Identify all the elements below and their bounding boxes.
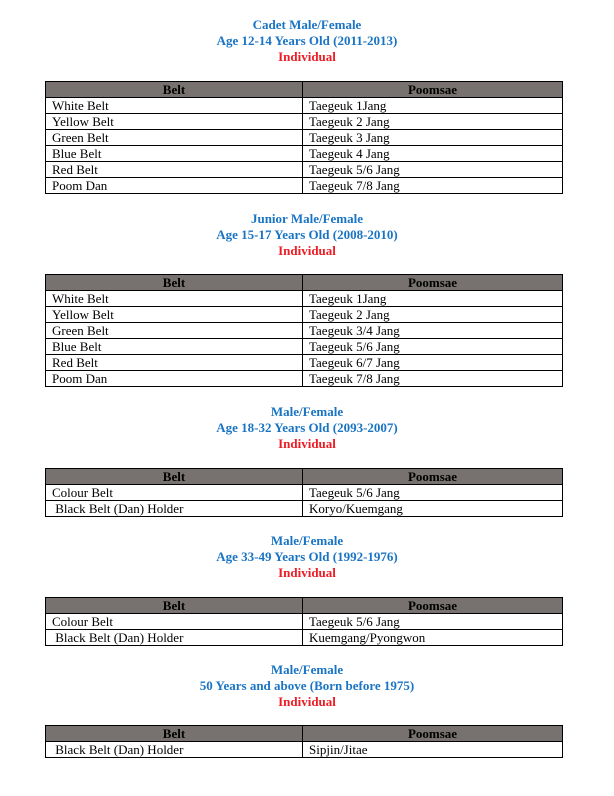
poomsae-cell: Taegeuk 2 Jang <box>303 307 563 323</box>
section-age: 50 Years and above (Born before 1975) <box>199 678 415 693</box>
section-age-18-32 <box>0 404 614 452</box>
table-row <box>46 614 563 630</box>
section-junior <box>0 211 614 259</box>
poomsae-cell: Taegeuk 5/6 Jang <box>303 614 563 630</box>
belt-cell: Poom Dan <box>46 178 303 194</box>
table-row <box>46 501 563 517</box>
poomsae-cell: Taegeuk 3 Jang <box>303 130 563 146</box>
poomsae-cell: Taegeuk 3/4 Jang <box>303 323 563 339</box>
section-title: Male/Female <box>270 404 344 419</box>
table-row <box>46 114 563 130</box>
table-header-row <box>46 469 563 485</box>
table-row <box>46 291 563 307</box>
column-header-belt: Belt <box>46 726 303 742</box>
column-header-belt: Belt <box>46 82 303 98</box>
belt-cell: Colour Belt <box>46 485 303 501</box>
section-heading <box>0 533 614 581</box>
table-row <box>46 323 563 339</box>
section-title: Cadet Male/Female <box>252 17 362 32</box>
section-age-50-plus <box>0 662 614 710</box>
section-cadet <box>0 17 614 65</box>
belt-cell: White Belt <box>46 291 303 307</box>
poomsae-cell: Taegeuk 7/8 Jang <box>303 371 563 387</box>
poomsae-cell: Taegeuk 5/6 Jang <box>303 485 563 501</box>
poomsae-cell: Taegeuk 5/6 Jang <box>303 339 563 355</box>
belt-cell: Yellow Belt <box>46 307 303 323</box>
table-row <box>46 485 563 501</box>
table-row <box>46 146 563 162</box>
table-row <box>46 162 563 178</box>
column-header-belt: Belt <box>46 598 303 614</box>
table-row <box>46 371 563 387</box>
poomsae-cell: Taegeuk 2 Jang <box>303 114 563 130</box>
belt-cell: Green Belt <box>46 130 303 146</box>
table-header-row <box>46 275 563 291</box>
poomsae-cell: Taegeuk 6/7 Jang <box>303 355 563 371</box>
section-heading <box>0 404 614 452</box>
belt-cell: Blue Belt <box>46 146 303 162</box>
poomsae-cell: Taegeuk 4 Jang <box>303 146 563 162</box>
column-header-belt: Belt <box>46 469 303 485</box>
table-row <box>46 742 563 758</box>
column-header-poomsae: Poomsae <box>303 82 563 98</box>
section-title: Male/Female <box>270 662 344 677</box>
poomsae-cell: Sipjin/Jitae <box>303 742 563 758</box>
belt-cell: Poom Dan <box>46 371 303 387</box>
section-age: Age 33-49 Years Old (1992-1976) <box>216 549 398 564</box>
belt-cell: Red Belt <box>46 162 303 178</box>
section-age-33-49 <box>0 533 614 581</box>
belt-cell: White Belt <box>46 98 303 114</box>
column-header-belt: Belt <box>46 275 303 291</box>
section-category: Individual <box>278 243 336 258</box>
section-heading <box>0 662 614 710</box>
table-row <box>46 178 563 194</box>
table-row <box>46 307 563 323</box>
belt-cell: Red Belt <box>46 355 303 371</box>
section-age: Age 18-32 Years Old (2093-2007) <box>216 420 398 435</box>
poomsae-cell: Kuemgang/Pyongwon <box>303 630 563 646</box>
table-row <box>46 98 563 114</box>
section-category: Individual <box>278 565 336 580</box>
column-header-poomsae: Poomsae <box>303 598 563 614</box>
column-header-poomsae: Poomsae <box>303 469 563 485</box>
table-header-row <box>46 598 563 614</box>
poomsae-cell: Taegeuk 1Jang <box>303 98 563 114</box>
column-header-poomsae: Poomsae <box>303 275 563 291</box>
belt-cell: Green Belt <box>46 323 303 339</box>
section-category: Individual <box>278 436 336 451</box>
poomsae-cell: Taegeuk 1Jang <box>303 291 563 307</box>
section-heading <box>0 17 614 65</box>
section-age: Age 12-14 Years Old (2011-2013) <box>216 33 398 48</box>
poomsae-table-cadet <box>45 81 563 194</box>
poomsae-cell: Taegeuk 7/8 Jang <box>303 178 563 194</box>
section-category: Individual <box>278 694 336 709</box>
poomsae-cell: Koryo/Kuemgang <box>303 501 563 517</box>
section-title: Male/Female <box>270 533 344 548</box>
belt-cell: Black Belt (Dan) Holder <box>46 742 303 758</box>
column-header-poomsae: Poomsae <box>303 726 563 742</box>
poomsae-table-age-33-49 <box>45 597 563 646</box>
table-row <box>46 339 563 355</box>
belt-cell: Black Belt (Dan) Holder <box>46 501 303 517</box>
section-title: Junior Male/Female <box>250 211 364 226</box>
table-row <box>46 355 563 371</box>
poomsae-table-junior <box>45 274 563 387</box>
section-heading <box>0 211 614 259</box>
section-category: Individual <box>278 49 336 64</box>
table-header-row <box>46 82 563 98</box>
belt-cell: Yellow Belt <box>46 114 303 130</box>
poomsae-table-age-50-plus <box>45 725 563 758</box>
belt-cell: Colour Belt <box>46 614 303 630</box>
table-header-row <box>46 726 563 742</box>
belt-cell: Black Belt (Dan) Holder <box>46 630 303 646</box>
table-row <box>46 130 563 146</box>
belt-cell: Blue Belt <box>46 339 303 355</box>
section-age: Age 15-17 Years Old (2008-2010) <box>216 227 398 242</box>
poomsae-table-age-18-32 <box>45 468 563 517</box>
poomsae-cell: Taegeuk 5/6 Jang <box>303 162 563 178</box>
table-row <box>46 630 563 646</box>
